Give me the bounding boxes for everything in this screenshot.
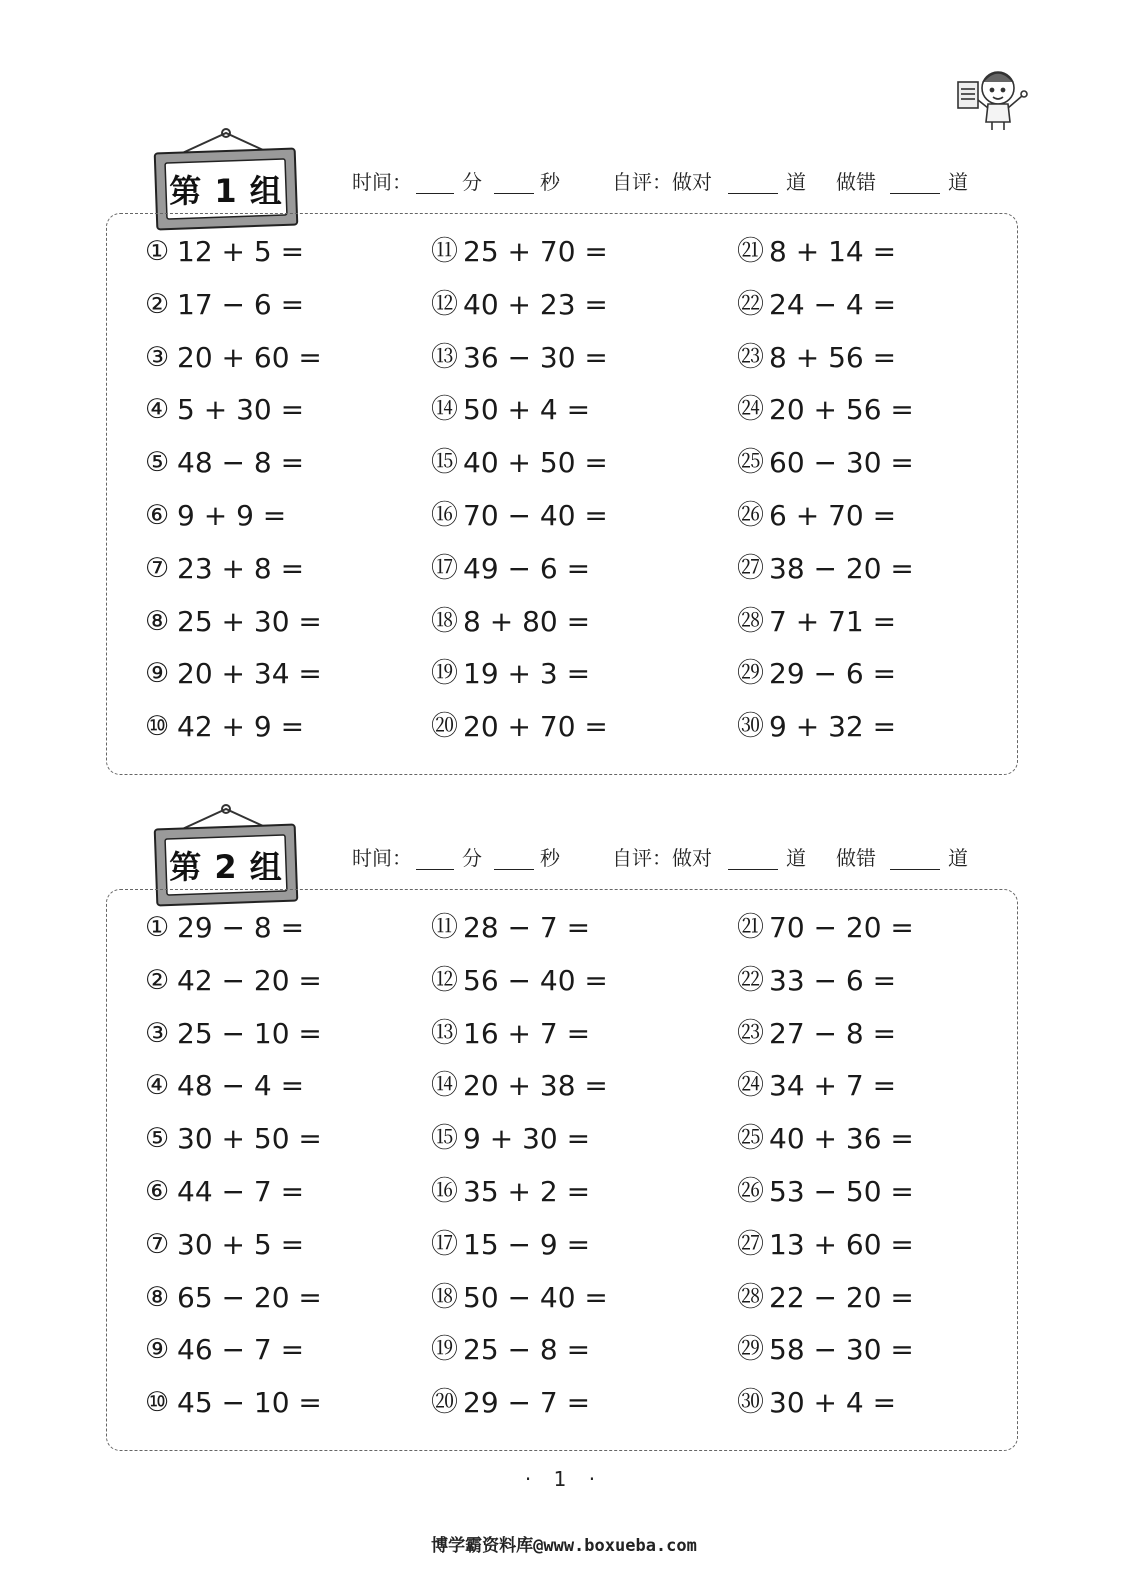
problem-expression: 38 − 20 = (769, 551, 914, 585)
second-label: 秒 (540, 170, 560, 194)
problem-expression: 7 + 71 = (769, 604, 897, 638)
second-blank[interactable] (494, 193, 534, 194)
problem-number: ⑨ (145, 1334, 170, 1366)
problem-expression: 20 + 60 = (177, 340, 322, 374)
problem-item (737, 1119, 914, 1159)
problem-item (145, 549, 304, 589)
time-label: 时间： (352, 170, 412, 194)
problem-item (145, 1172, 304, 1212)
problem-expression: 49 − 6 = (463, 551, 591, 585)
wrong-label: 做错 (836, 170, 876, 194)
problem-expression: 29 − 6 = (769, 657, 897, 691)
problem-item (737, 961, 896, 1001)
problem-item (737, 654, 896, 694)
problem-item (431, 338, 608, 378)
problem-item (145, 443, 304, 483)
problem-expression: 8 + 14 = (769, 235, 897, 268)
problem-expression: 15 − 9 = (463, 1227, 591, 1261)
problem-number: ⑤ (145, 447, 170, 479)
problem-expression: 20 + 70 = (463, 710, 608, 744)
problem-expression: 24 − 4 = (769, 287, 897, 321)
problem-number: ㉔ (737, 1070, 764, 1102)
problem-number: ㉙ (737, 1334, 764, 1366)
problem-item (737, 602, 896, 642)
problem-expression: 17 − 6 = (177, 287, 305, 321)
self-eval-label: 自评：做对 (612, 170, 712, 194)
minute-blank[interactable] (416, 869, 454, 870)
problem-item (145, 654, 322, 694)
dao-label-wrong: 道 (948, 170, 968, 194)
problem-expression: 27 − 8 = (769, 1016, 897, 1050)
problem-expression: 29 − 7 = (463, 1386, 591, 1420)
problem-number: ㉖ (737, 500, 764, 531)
problem-item (145, 1225, 304, 1265)
problem-expression: 40 + 23 = (463, 287, 608, 321)
problem-number: ⑫ (431, 964, 458, 996)
problem-expression: 65 − 20 = (177, 1280, 322, 1314)
problem-item (737, 338, 896, 378)
problem-number: ⑧ (145, 1281, 170, 1313)
problem-expression: 60 − 30 = (769, 446, 914, 480)
problem-item (737, 285, 896, 325)
wrong-count-blank[interactable] (890, 869, 940, 870)
problem-item (145, 390, 304, 430)
problem-item (145, 1383, 322, 1423)
problem-number: ⑬ (431, 1017, 458, 1049)
problem-number: ⑭ (431, 394, 458, 426)
problem-item (737, 1330, 914, 1370)
problem-expression: 13 + 60 = (769, 1227, 914, 1261)
problem-number: ④ (145, 1070, 170, 1102)
problem-number: ⑤ (145, 1123, 170, 1155)
problem-number: ② (145, 288, 170, 320)
problem-number: ⑪ (431, 236, 458, 267)
problem-expression: 29 − 8 = (177, 911, 305, 944)
problem-expression: 9 + 30 = (463, 1122, 591, 1156)
problem-expression: 25 − 8 = (463, 1333, 591, 1367)
correct-count-blank[interactable] (728, 869, 778, 870)
problem-expression: 30 + 50 = (177, 1122, 322, 1156)
problem-item (431, 654, 590, 694)
minute-label: 分 (462, 846, 482, 870)
minute-blank[interactable] (416, 193, 454, 194)
problem-expression: 20 + 56 = (769, 393, 914, 427)
problem-number: ⑪ (431, 912, 458, 943)
wrong-label: 做错 (836, 846, 876, 870)
problem-number: ㉑ (737, 912, 764, 943)
problem-number: ⑱ (431, 1281, 458, 1313)
problem-number: ⑦ (145, 1228, 170, 1260)
problem-expression: 25 − 10 = (177, 1016, 322, 1050)
problem-expression: 23 + 8 = (177, 551, 305, 585)
problem-expression: 8 + 56 = (769, 340, 897, 374)
problem-number: ⑯ (431, 1176, 458, 1207)
problem-expression: 35 + 2 = (463, 1175, 591, 1208)
problem-number: ⑱ (431, 605, 458, 637)
problem-number: ⑳ (431, 1387, 458, 1419)
problem-number: ⑮ (431, 1123, 458, 1155)
problem-item (145, 232, 304, 272)
problem-number: ② (145, 964, 170, 996)
problem-expression: 50 − 40 = (463, 1280, 608, 1314)
problem-expression: 44 − 7 = (177, 1175, 305, 1208)
problem-number: ⑯ (431, 500, 458, 531)
problem-item (145, 1330, 304, 1370)
mascot-icon (952, 60, 1032, 132)
problem-expression: 9 + 9 = (177, 499, 287, 532)
problem-item (145, 961, 322, 1001)
problem-item (431, 1383, 590, 1423)
problem-item (737, 1225, 914, 1265)
group-title: 第 1 组 (169, 172, 283, 210)
problem-item (145, 1066, 304, 1106)
problem-expression: 42 + 9 = (177, 710, 305, 744)
problem-item (431, 549, 590, 589)
problem-item (737, 707, 896, 747)
problem-number: ① (145, 912, 170, 943)
problem-number: ㉘ (737, 1281, 764, 1313)
problem-number: ㉗ (737, 552, 764, 584)
page-number: · 1 · (524, 1467, 604, 1491)
problem-item (145, 1278, 322, 1318)
problem-expression: 19 + 3 = (463, 657, 591, 691)
problem-item (431, 285, 608, 325)
problem-expression: 28 − 7 = (463, 911, 591, 944)
problem-number: ⑥ (145, 1176, 170, 1207)
problem-expression: 34 + 7 = (769, 1069, 897, 1103)
problem-item (145, 602, 322, 642)
problem-number: ㉒ (737, 964, 764, 996)
dao-label-correct: 道 (786, 846, 806, 870)
problem-item (145, 908, 304, 948)
problem-expression: 36 − 30 = (463, 340, 608, 374)
problem-expression: 70 − 20 = (769, 911, 914, 944)
problem-item (737, 232, 896, 272)
problem-item (737, 496, 896, 536)
problem-item (737, 549, 914, 589)
problem-item (431, 908, 590, 948)
problem-expression: 50 + 4 = (463, 393, 591, 427)
problem-item (431, 496, 608, 536)
problem-number: ㉚ (737, 1387, 764, 1419)
problem-item (145, 285, 304, 325)
problem-expression: 8 + 80 = (463, 604, 591, 638)
problem-item (431, 1278, 608, 1318)
problem-item (737, 443, 914, 483)
problem-expression: 48 − 4 = (177, 1069, 305, 1103)
group-header (352, 167, 992, 197)
second-label: 秒 (540, 846, 560, 870)
problem-item (737, 1066, 896, 1106)
problem-number: ⑮ (431, 447, 458, 479)
second-blank[interactable] (494, 869, 534, 870)
problem-number: ⑧ (145, 605, 170, 637)
problem-item (431, 232, 608, 272)
problem-number: ㉚ (737, 711, 764, 743)
problem-expression: 56 − 40 = (463, 963, 608, 997)
problem-number: ⑰ (431, 1228, 458, 1260)
time-label: 时间： (352, 846, 412, 870)
problem-expression: 42 − 20 = (177, 963, 322, 997)
problem-item (737, 1172, 914, 1212)
problem-expression: 40 + 50 = (463, 446, 608, 480)
self-eval-label: 自评：做对 (612, 846, 712, 870)
problem-expression: 16 + 7 = (463, 1016, 591, 1050)
problem-expression: 53 − 50 = (769, 1175, 914, 1208)
problem-expression: 45 − 10 = (177, 1386, 322, 1420)
problem-expression: 12 + 5 = (177, 235, 305, 268)
problem-number: ⑥ (145, 500, 170, 531)
problem-item (431, 1066, 608, 1106)
problem-item (431, 1119, 590, 1159)
problem-expression: 20 + 34 = (177, 657, 322, 691)
problem-box (106, 213, 1018, 775)
problem-expression: 5 + 30 = (177, 393, 305, 427)
problem-item (431, 443, 608, 483)
problem-number: ④ (145, 394, 170, 426)
problem-number: ⑩ (145, 1387, 170, 1419)
problem-number: ③ (145, 341, 170, 373)
problem-number: ㉔ (737, 394, 764, 426)
problem-expression: 48 − 8 = (177, 446, 305, 480)
problem-item (145, 707, 304, 747)
problem-expression: 30 + 5 = (177, 1227, 305, 1261)
problem-number: ㉓ (737, 1017, 764, 1049)
problem-expression: 25 + 70 = (463, 235, 608, 268)
problem-number: ⑲ (431, 658, 458, 690)
problem-number: ⑦ (145, 552, 170, 584)
dao-label-correct: 道 (786, 170, 806, 194)
problem-item (737, 1278, 914, 1318)
group-title: 第 2 组 (169, 848, 283, 886)
problem-expression: 6 + 70 = (769, 499, 897, 532)
problem-expression: 25 + 30 = (177, 604, 322, 638)
problem-item (737, 1383, 896, 1423)
problem-number: ㉙ (737, 658, 764, 690)
footer-watermark: 博学霸资料库@www.boxueba.com (431, 1536, 697, 1556)
problem-number: ① (145, 236, 170, 267)
problem-expression: 9 + 32 = (769, 710, 897, 744)
problem-item (431, 602, 590, 642)
group-header (352, 843, 992, 873)
problem-number: ㉖ (737, 1176, 764, 1207)
problem-item (431, 1014, 590, 1054)
problem-expression: 58 − 30 = (769, 1333, 914, 1367)
wrong-count-blank[interactable] (890, 193, 940, 194)
problem-item (431, 1330, 590, 1370)
problem-expression: 20 + 38 = (463, 1069, 608, 1103)
problem-number: ⑭ (431, 1070, 458, 1102)
problem-item (431, 961, 608, 1001)
problem-item (145, 1014, 322, 1054)
problem-item (145, 1119, 322, 1159)
problem-number: ⑲ (431, 1334, 458, 1366)
problem-item (145, 338, 322, 378)
problem-expression: 30 + 4 = (769, 1386, 897, 1420)
problem-expression: 46 − 7 = (177, 1333, 305, 1367)
problem-number: ㉗ (737, 1228, 764, 1260)
problem-item (431, 390, 590, 430)
problem-number: ⑫ (431, 288, 458, 320)
dao-label-wrong: 道 (948, 846, 968, 870)
correct-count-blank[interactable] (728, 193, 778, 194)
problem-number: ⑰ (431, 552, 458, 584)
problem-number: ㉕ (737, 1123, 764, 1155)
problem-item (431, 707, 608, 747)
problem-item (431, 1225, 590, 1265)
problem-item (431, 1172, 590, 1212)
problem-number: ⑬ (431, 341, 458, 373)
problem-item (737, 908, 914, 948)
problem-item (145, 496, 286, 536)
problem-number: ㉓ (737, 341, 764, 373)
problem-number: ⑳ (431, 711, 458, 743)
problem-number: ㉕ (737, 447, 764, 479)
problem-number: ㉒ (737, 288, 764, 320)
problem-expression: 40 + 36 = (769, 1122, 914, 1156)
problem-number: ⑨ (145, 658, 170, 690)
minute-label: 分 (462, 170, 482, 194)
problem-expression: 70 − 40 = (463, 499, 608, 532)
problem-box (106, 889, 1018, 1451)
problem-number: ㉑ (737, 236, 764, 267)
problem-expression: 22 − 20 = (769, 1280, 914, 1314)
problem-number: ③ (145, 1017, 170, 1049)
problem-number: ⑩ (145, 711, 170, 743)
problem-item (737, 1014, 896, 1054)
problem-item (737, 390, 914, 430)
problem-number: ㉘ (737, 605, 764, 637)
problem-expression: 33 − 6 = (769, 963, 897, 997)
